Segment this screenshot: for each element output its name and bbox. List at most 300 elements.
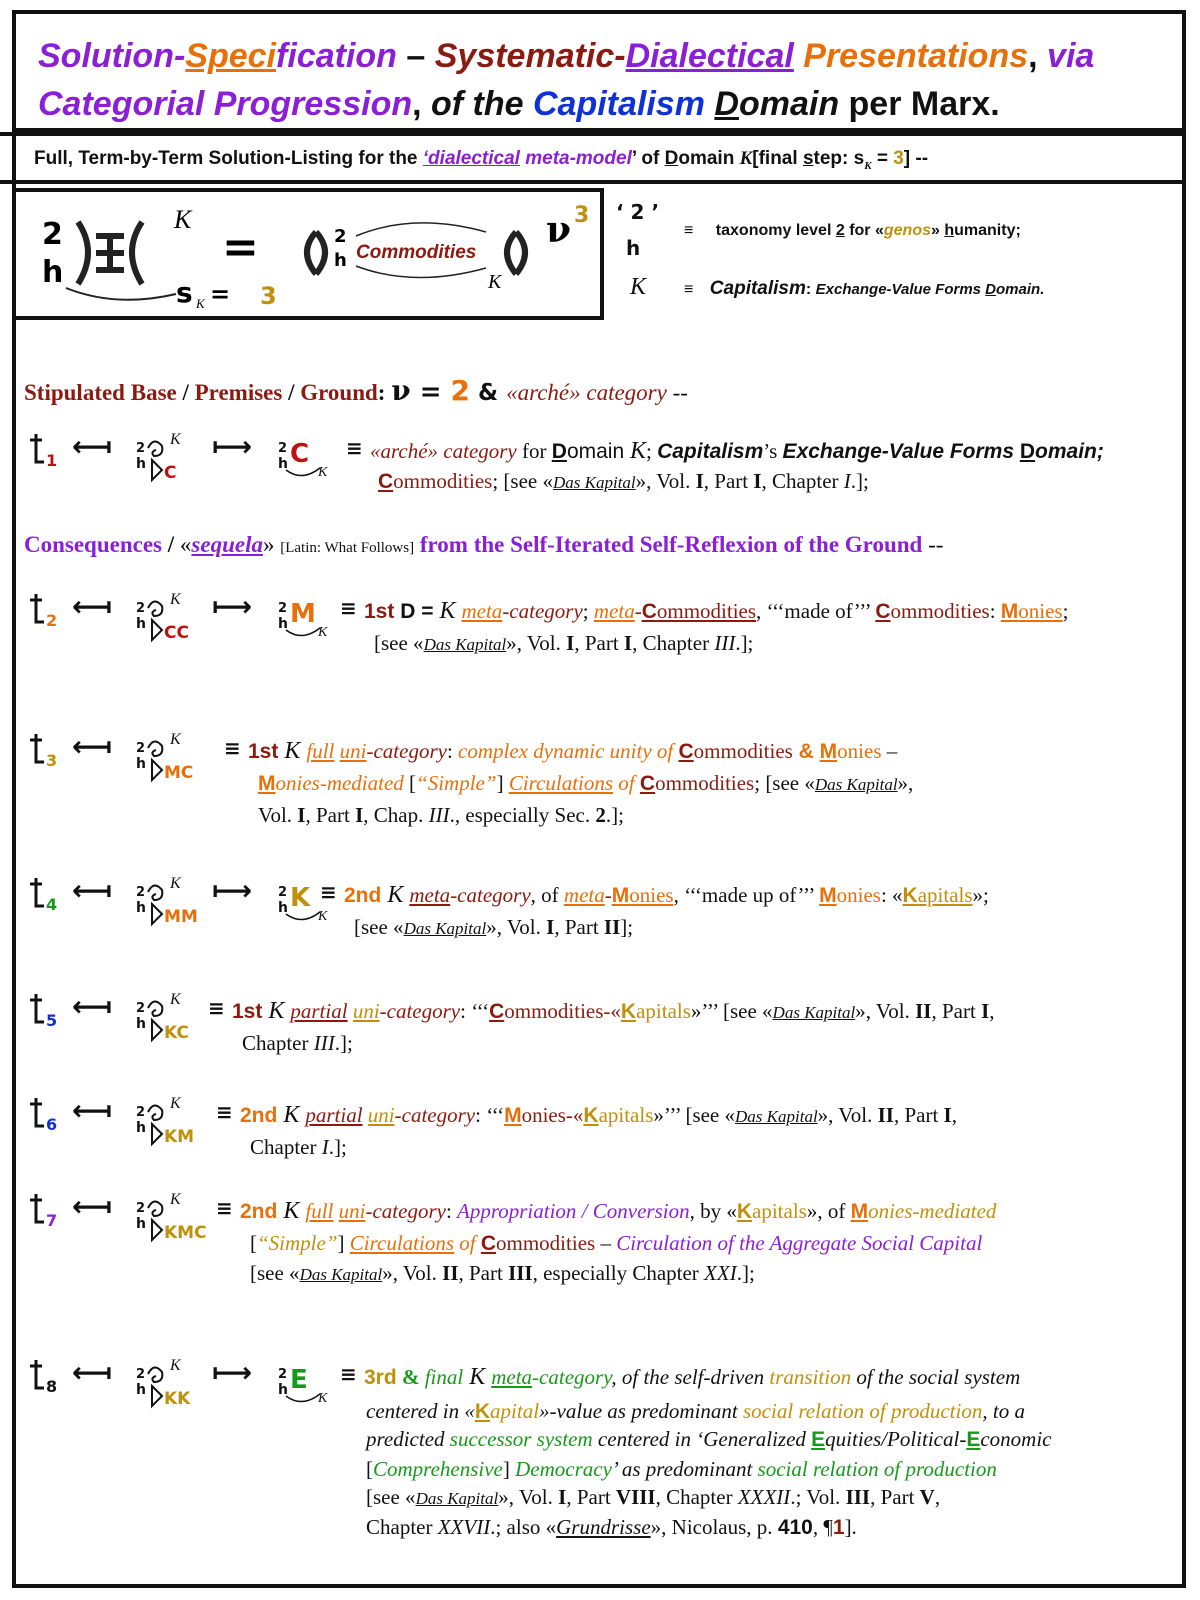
formula-s: s	[176, 276, 193, 309]
row-text-segment: Das Kapital	[403, 919, 487, 938]
formula-nu: ν	[546, 209, 571, 251]
row-text-segment: –	[595, 1231, 617, 1255]
row-two: 2	[136, 741, 146, 756]
row-text-segment: Appropriation / Conversion	[457, 1199, 690, 1223]
row-text-segment: », Vol.	[486, 915, 547, 939]
row-text-segment: ommodities	[496, 1231, 596, 1255]
row-text-segment: », Vol.	[498, 1485, 559, 1509]
row-text-segment: &	[792, 740, 820, 763]
row-text-segment: conomic	[980, 1427, 1052, 1451]
subtitle-omain: omain	[678, 148, 740, 169]
subtitle-kappa-sub: K	[864, 159, 872, 172]
row-index: 6	[46, 1115, 58, 1134]
row-1-line-1	[370, 436, 1104, 467]
row-text-segment: K	[902, 884, 918, 907]
row-text-segment: Das Kapital	[735, 1107, 818, 1126]
cons-sep: /	[162, 532, 180, 557]
legend-item-1	[684, 222, 1021, 240]
row-text-segment: C	[641, 600, 657, 623]
row-expression-8	[24, 1352, 354, 1422]
row-text-segment: onies	[836, 883, 881, 907]
row-8-line-6	[366, 1512, 857, 1543]
row-text-segment: apitals	[752, 1199, 807, 1223]
row-h: h	[136, 900, 146, 916]
row-kappa: K	[170, 991, 181, 1008]
row-text-segment: : ‘‘‘	[460, 999, 490, 1023]
cons-open: «	[179, 532, 192, 557]
row-result-arc	[286, 912, 320, 920]
base-nu: ν	[391, 374, 411, 407]
row-8-line-5	[366, 1482, 940, 1514]
row-text-segment: meta	[563, 883, 605, 907]
row-equiv: ≡	[340, 596, 357, 620]
row-text-segment: &	[396, 1365, 425, 1389]
row-text-segment: ;	[1062, 599, 1069, 623]
legend-equiv-1: ≡	[684, 222, 694, 239]
row-text-segment: K	[277, 1198, 306, 1224]
row-text-segment: meta	[491, 1365, 533, 1389]
row-text-segment: for	[516, 439, 552, 463]
row-text-segment: Circulations	[349, 1231, 454, 1255]
row-expression-4	[24, 870, 354, 940]
row-text-segment: M	[504, 1104, 522, 1127]
formula-inner-arc-bottom	[356, 266, 486, 278]
row-text-segment: », Vol.	[855, 999, 916, 1023]
row-text-segment: », of	[806, 1199, 851, 1223]
row-text-segment: omain	[566, 440, 630, 463]
right-arrow-icon: ⟼	[212, 430, 253, 463]
formula-underarc	[66, 288, 176, 300]
row-h: h	[136, 1216, 146, 1232]
row-text-segment: , Part	[870, 1485, 920, 1509]
row-text-segment: ].	[844, 1515, 857, 1539]
legend-item-2	[684, 278, 1044, 300]
title-categorial: Categorial Progression	[38, 85, 413, 123]
row-7-line-2	[250, 1228, 982, 1259]
row-text-segment: M	[819, 740, 838, 763]
row-subscript: KMC	[164, 1223, 207, 1243]
row-loop-icon	[148, 441, 162, 480]
row-kappa: K	[170, 1191, 181, 1208]
row-text-segment: III	[313, 1031, 335, 1055]
cons-sequela: sequela	[191, 532, 263, 557]
row-text-segment: ’ as predominant	[611, 1457, 758, 1481]
row-tick-icon	[30, 734, 44, 762]
row-text-segment: meta	[461, 599, 503, 623]
row-text-segment: M	[611, 884, 630, 907]
row-text-segment: C	[875, 600, 891, 623]
row-text-segment: [	[250, 1231, 257, 1255]
row-text-segment: Circulation of the Aggregate Social Capital	[616, 1231, 983, 1255]
base-amp: &	[470, 380, 507, 406]
row-subscript: CC	[164, 623, 189, 643]
legend-kappa-icon: K	[630, 274, 647, 300]
subtitle-step: tep: s	[813, 148, 865, 169]
row-text-segment: of	[613, 771, 640, 795]
row-text-segment: Grundrisse	[556, 1515, 651, 1539]
row-text-segment: .; also «	[490, 1515, 557, 1539]
row-text-segment: K	[736, 1200, 753, 1223]
row-8-line-1	[364, 1362, 1020, 1393]
row-text-segment: onies-mediated	[275, 771, 404, 795]
row-text-segment: ommodities	[655, 771, 755, 795]
row-text-segment: -	[604, 883, 612, 907]
row-result-h: h	[278, 616, 288, 632]
row-text-segment: K	[262, 998, 291, 1024]
row-text-segment: , ¶	[812, 1515, 833, 1539]
row-h: h	[136, 1016, 146, 1032]
row-result-h: h	[278, 900, 288, 916]
row-text-segment: », Vol.	[382, 1261, 443, 1285]
row-text-segment: Chapter	[242, 1031, 314, 1055]
formula-commodities: Commodities	[356, 242, 477, 263]
row-kappa: K	[170, 591, 181, 608]
row-text-segment: Capitalism	[657, 440, 764, 463]
row-text-segment: [see «	[366, 1485, 416, 1509]
left-arrow-icon: ⟻	[72, 1094, 113, 1127]
row-subscript: KC	[164, 1023, 189, 1043]
row-text-segment: apitals	[636, 999, 691, 1023]
row-two: 2	[136, 1201, 146, 1216]
row-index: 2	[46, 611, 58, 630]
row-h: h	[136, 616, 146, 632]
row-7-line-1	[240, 1196, 996, 1227]
row-subscript: KM	[164, 1127, 195, 1147]
row-text-segment: C	[489, 1000, 505, 1023]
row-text-segment: II	[877, 1103, 894, 1127]
formula-operator-icon	[78, 222, 142, 284]
row-text-segment: meta	[409, 883, 451, 907]
row-index: 1	[46, 451, 58, 470]
right-arrow-icon: ⟼	[212, 590, 253, 623]
row-loop-icon	[148, 1105, 162, 1144]
legend-h-underline: h	[944, 222, 955, 239]
row-two: 2	[136, 885, 146, 900]
row-expression-1	[24, 426, 354, 496]
row-text-segment: Das Kapital	[423, 635, 507, 654]
row-text-segment: I	[355, 803, 364, 827]
formula-s-eq: =	[210, 280, 231, 308]
row-8-line-3	[366, 1424, 1052, 1455]
base-colon: :	[377, 380, 392, 405]
row-text-segment: XXVII	[437, 1515, 491, 1539]
row-text-segment: , Part	[931, 999, 982, 1023]
row-1-line-2	[378, 466, 869, 498]
subtitle-text: Full, Term-by-Term Solution-Listing for the	[34, 148, 423, 169]
row-text-segment: M	[819, 884, 837, 907]
title-speci: Speci	[185, 37, 277, 75]
base-premises: Premises	[194, 380, 283, 405]
subtitle-s: s	[802, 148, 814, 169]
row-text-segment: ]	[496, 771, 509, 795]
row-text-segment: II	[442, 1261, 459, 1285]
row-text-segment: III	[714, 631, 736, 655]
row-loop-icon	[148, 1367, 162, 1406]
row-text-segment: Das Kapital	[415, 1489, 499, 1508]
row-text-segment: 3rd	[364, 1366, 397, 1389]
row-8-line-4	[366, 1454, 997, 1485]
row-text-segment: full	[305, 1199, 334, 1223]
row-text-segment: =	[421, 600, 434, 623]
row-tick-icon	[30, 994, 44, 1022]
row-text-segment: ;	[645, 439, 658, 463]
row-text-segment: onies	[629, 883, 674, 907]
row-result-kappa: K	[318, 909, 328, 924]
row-text-segment: 1st	[248, 740, 279, 763]
formula-equals: =	[222, 222, 259, 273]
row-loop-icon	[148, 741, 162, 780]
row-text-segment: : «	[880, 883, 903, 907]
row-kappa: K	[170, 1095, 181, 1112]
subtitle-of: ’ of	[631, 148, 665, 169]
row-text-segment: “Simple”	[416, 771, 497, 795]
row-text-segment: I	[558, 1485, 567, 1509]
row-text-segment: , Chapter	[632, 631, 715, 655]
formula-kappa: K	[174, 205, 192, 234]
row-text-segment: :	[445, 1199, 458, 1223]
row-text-segment: C	[639, 772, 656, 795]
row-text-segment: XXXII	[737, 1485, 791, 1509]
left-arrow-icon: ⟻	[72, 730, 113, 763]
row-7-line-3	[250, 1258, 755, 1290]
base-arche: «arché» category	[506, 380, 667, 405]
formula-svg	[16, 192, 600, 316]
row-text-segment: ommodities	[656, 599, 757, 623]
cons-latin: [Latin: What Follows]	[280, 540, 415, 556]
row-text-segment: ,	[989, 999, 995, 1023]
title-of-the: of the	[431, 85, 533, 123]
row-text-segment: , ‘‘‘made of’’’	[756, 599, 876, 623]
row-text-segment: centered in «	[366, 1399, 475, 1423]
row-text-segment: », Vol.	[506, 631, 567, 655]
title-d: D	[714, 85, 739, 123]
row-text-segment: K	[629, 438, 646, 464]
subtitle-three: 3	[893, 148, 904, 169]
legend-equiv-2: ≡	[684, 281, 694, 298]
row-text-segment: .];	[736, 1261, 755, 1285]
row-equiv: ≡	[346, 436, 363, 460]
row-text-segment: »-value as predominant	[539, 1399, 743, 1423]
formula-box	[12, 188, 604, 320]
row-text-segment: -category	[450, 883, 531, 907]
legend-taxonomy: taxonomy level	[715, 222, 836, 239]
row-subscript: MC	[164, 763, 194, 783]
row-text-segment: .];	[334, 1031, 353, 1055]
row-tick-icon	[30, 594, 44, 622]
legend-level-two: 2	[835, 222, 845, 239]
row-text-segment: -category	[366, 739, 447, 763]
row-text-segment: K	[463, 1364, 492, 1390]
row-text-segment: , Part	[305, 803, 356, 827]
row-text-segment: I	[753, 469, 762, 493]
row-text-segment: full	[306, 739, 335, 763]
title-line-2	[38, 80, 1160, 128]
left-arrow-icon: ⟻	[72, 1356, 113, 1389]
row-text-segment: onies	[837, 739, 882, 763]
row-text-segment: , Chap.	[363, 803, 429, 827]
row-tick-icon	[30, 1360, 44, 1388]
left-arrow-icon: ⟻	[72, 430, 113, 463]
row-text-segment: Comprehensive	[373, 1457, 503, 1481]
title-per-marx: per Marx.	[839, 85, 1000, 123]
formula-inner-two: 2	[334, 226, 347, 247]
row-two: 2	[136, 1367, 146, 1382]
left-arrow-icon: ⟻	[72, 990, 113, 1023]
left-arrow-icon: ⟻	[72, 874, 113, 907]
row-tick-icon	[30, 878, 44, 906]
row-text-segment: III	[428, 803, 450, 827]
row-text-segment: M	[258, 772, 276, 795]
row-text-segment: quities/Political-	[825, 1427, 967, 1451]
row-h: h	[136, 756, 146, 772]
row-equiv: ≡	[224, 736, 241, 760]
row-text-segment: -category	[532, 1365, 612, 1389]
row-text-segment: centered in ‘Generalized	[592, 1427, 812, 1451]
row-text-segment: -category	[502, 599, 583, 623]
row-result-two: 2	[278, 1367, 288, 1382]
row-text-segment: ]	[502, 1457, 516, 1481]
row-result-two: 2	[278, 441, 288, 456]
row-result-two: 2	[278, 885, 288, 900]
title-dash: –	[396, 37, 435, 75]
cons-dash: --	[922, 532, 944, 557]
row-text-segment: I	[843, 469, 851, 493]
right-arrow-icon: ⟼	[212, 874, 253, 907]
formula-s-sub: K	[196, 296, 205, 311]
row-text-segment: M	[1000, 600, 1019, 623]
row-text-segment: II	[915, 999, 932, 1023]
row-2-line-1	[364, 596, 1068, 627]
row-text-segment: I	[297, 803, 306, 827]
legend-close: »	[931, 222, 945, 239]
row-equiv: ≡	[216, 1100, 233, 1124]
cons-consequences: Consequences	[24, 532, 163, 557]
row-text-segment: ., especially Sec.	[449, 803, 596, 827]
row-text-segment: 2	[595, 803, 606, 827]
row-result-letter: M	[290, 599, 316, 629]
row-text-segment: , Part	[574, 631, 624, 655]
row-text-segment: Circulations	[508, 771, 614, 795]
row-equiv: ≡	[320, 880, 337, 904]
row-result-letter: C	[290, 439, 310, 469]
row-text-segment: , Part	[703, 469, 754, 493]
row-result-letter: K	[290, 883, 311, 913]
base-two: 2	[450, 374, 471, 407]
row-result-kappa: K	[318, 625, 328, 640]
row-text-segment: apitals	[917, 883, 973, 907]
row-loop-icon	[148, 885, 162, 924]
base-sep-2: /	[282, 380, 301, 405]
title-systematic: Systematic-	[434, 37, 626, 75]
row-text-segment: Vol.	[258, 803, 298, 827]
row-3-line-2	[258, 768, 913, 800]
left-arrow-icon: ⟻	[72, 1190, 113, 1223]
row-text-segment: successor system	[449, 1427, 593, 1451]
title-dialectical: Dialectical	[625, 37, 794, 75]
row-6-line-2	[250, 1132, 347, 1163]
row-loop-icon	[148, 601, 162, 640]
row-text-segment: D	[394, 600, 422, 623]
row-text-segment: 2nd	[240, 1104, 278, 1127]
row-text-segment: , ‘‘‘made up of’’’	[673, 883, 820, 907]
subtitle-end: ] --	[903, 148, 929, 169]
row-text-segment: M	[850, 1200, 869, 1223]
row-text-segment: I	[321, 1135, 329, 1159]
row-4-line-1	[344, 880, 989, 911]
row-text-segment: Das Kapital	[299, 1265, 383, 1284]
row-5-line-1	[232, 996, 995, 1028]
row-text-segment: meta	[593, 599, 635, 623]
title-capitalism: Capitalism	[533, 85, 705, 123]
row-loop-icon	[148, 1001, 162, 1040]
subtitle-box	[0, 132, 1186, 184]
row-text-segment: »;	[972, 883, 989, 907]
row-text-segment: VIII	[615, 1485, 656, 1509]
row-text-segment: K	[583, 1104, 599, 1127]
row-text-segment: K	[474, 1400, 491, 1423]
row-text-segment: [see «	[250, 1261, 300, 1285]
row-text-segment: 410	[777, 1516, 813, 1539]
row-3-line-1	[248, 736, 897, 767]
kappa-symbol: K	[739, 148, 753, 169]
cons-close: »	[262, 532, 281, 557]
title-via: via	[1047, 37, 1095, 75]
row-text-segment: .];	[735, 631, 754, 655]
left-arrow-icon: ⟻	[72, 590, 113, 623]
row-text-segment: ]	[337, 1231, 350, 1255]
row-text-segment: .; Vol.	[790, 1485, 846, 1509]
row-text-segment: I	[695, 469, 704, 493]
row-text-segment: ’s	[763, 439, 783, 463]
row-text-segment: K	[381, 882, 410, 908]
row-subscript: KK	[164, 1389, 191, 1409]
title-line-1	[38, 32, 1160, 80]
title-omain: omain	[738, 85, 840, 123]
row-text-segment: 1	[832, 1516, 845, 1539]
legend-colon: :	[805, 281, 816, 298]
row-text-segment: :	[446, 739, 459, 763]
row-text-segment: Chapter	[366, 1515, 438, 1539]
formula-exponent: 3	[574, 203, 590, 228]
formula-right-bracket-icon	[507, 232, 525, 274]
row-text-segment: ommodities	[693, 739, 793, 763]
row-text-segment: ,	[934, 1485, 941, 1509]
row-text-segment: , Part	[554, 915, 604, 939]
row-result-kappa: K	[318, 1391, 328, 1406]
row-kappa: K	[170, 731, 181, 748]
row-text-segment: transition	[769, 1365, 852, 1389]
row-text-segment: ];	[620, 915, 634, 939]
row-text-segment: .];	[605, 803, 624, 827]
row-text-segment: social relation of production	[757, 1457, 997, 1481]
base-ground: Ground	[300, 380, 378, 405]
legend-d: D	[985, 281, 997, 298]
row-tick-icon	[30, 1194, 44, 1222]
row-kappa: K	[170, 1357, 181, 1374]
row-text-segment: D	[1019, 440, 1036, 463]
row-two: 2	[136, 601, 146, 616]
row-text-segment: C	[378, 470, 394, 493]
base-sep-1: /	[176, 380, 195, 405]
row-text-segment: K	[433, 598, 462, 624]
base-heading	[24, 374, 688, 407]
row-index: 8	[46, 1377, 58, 1396]
legend-omain: omain.	[996, 281, 1045, 298]
formula-two: 2	[42, 217, 63, 252]
row-text-segment: 2nd	[344, 884, 382, 907]
row-h: h	[136, 456, 146, 472]
row-2-line-2	[374, 628, 753, 660]
